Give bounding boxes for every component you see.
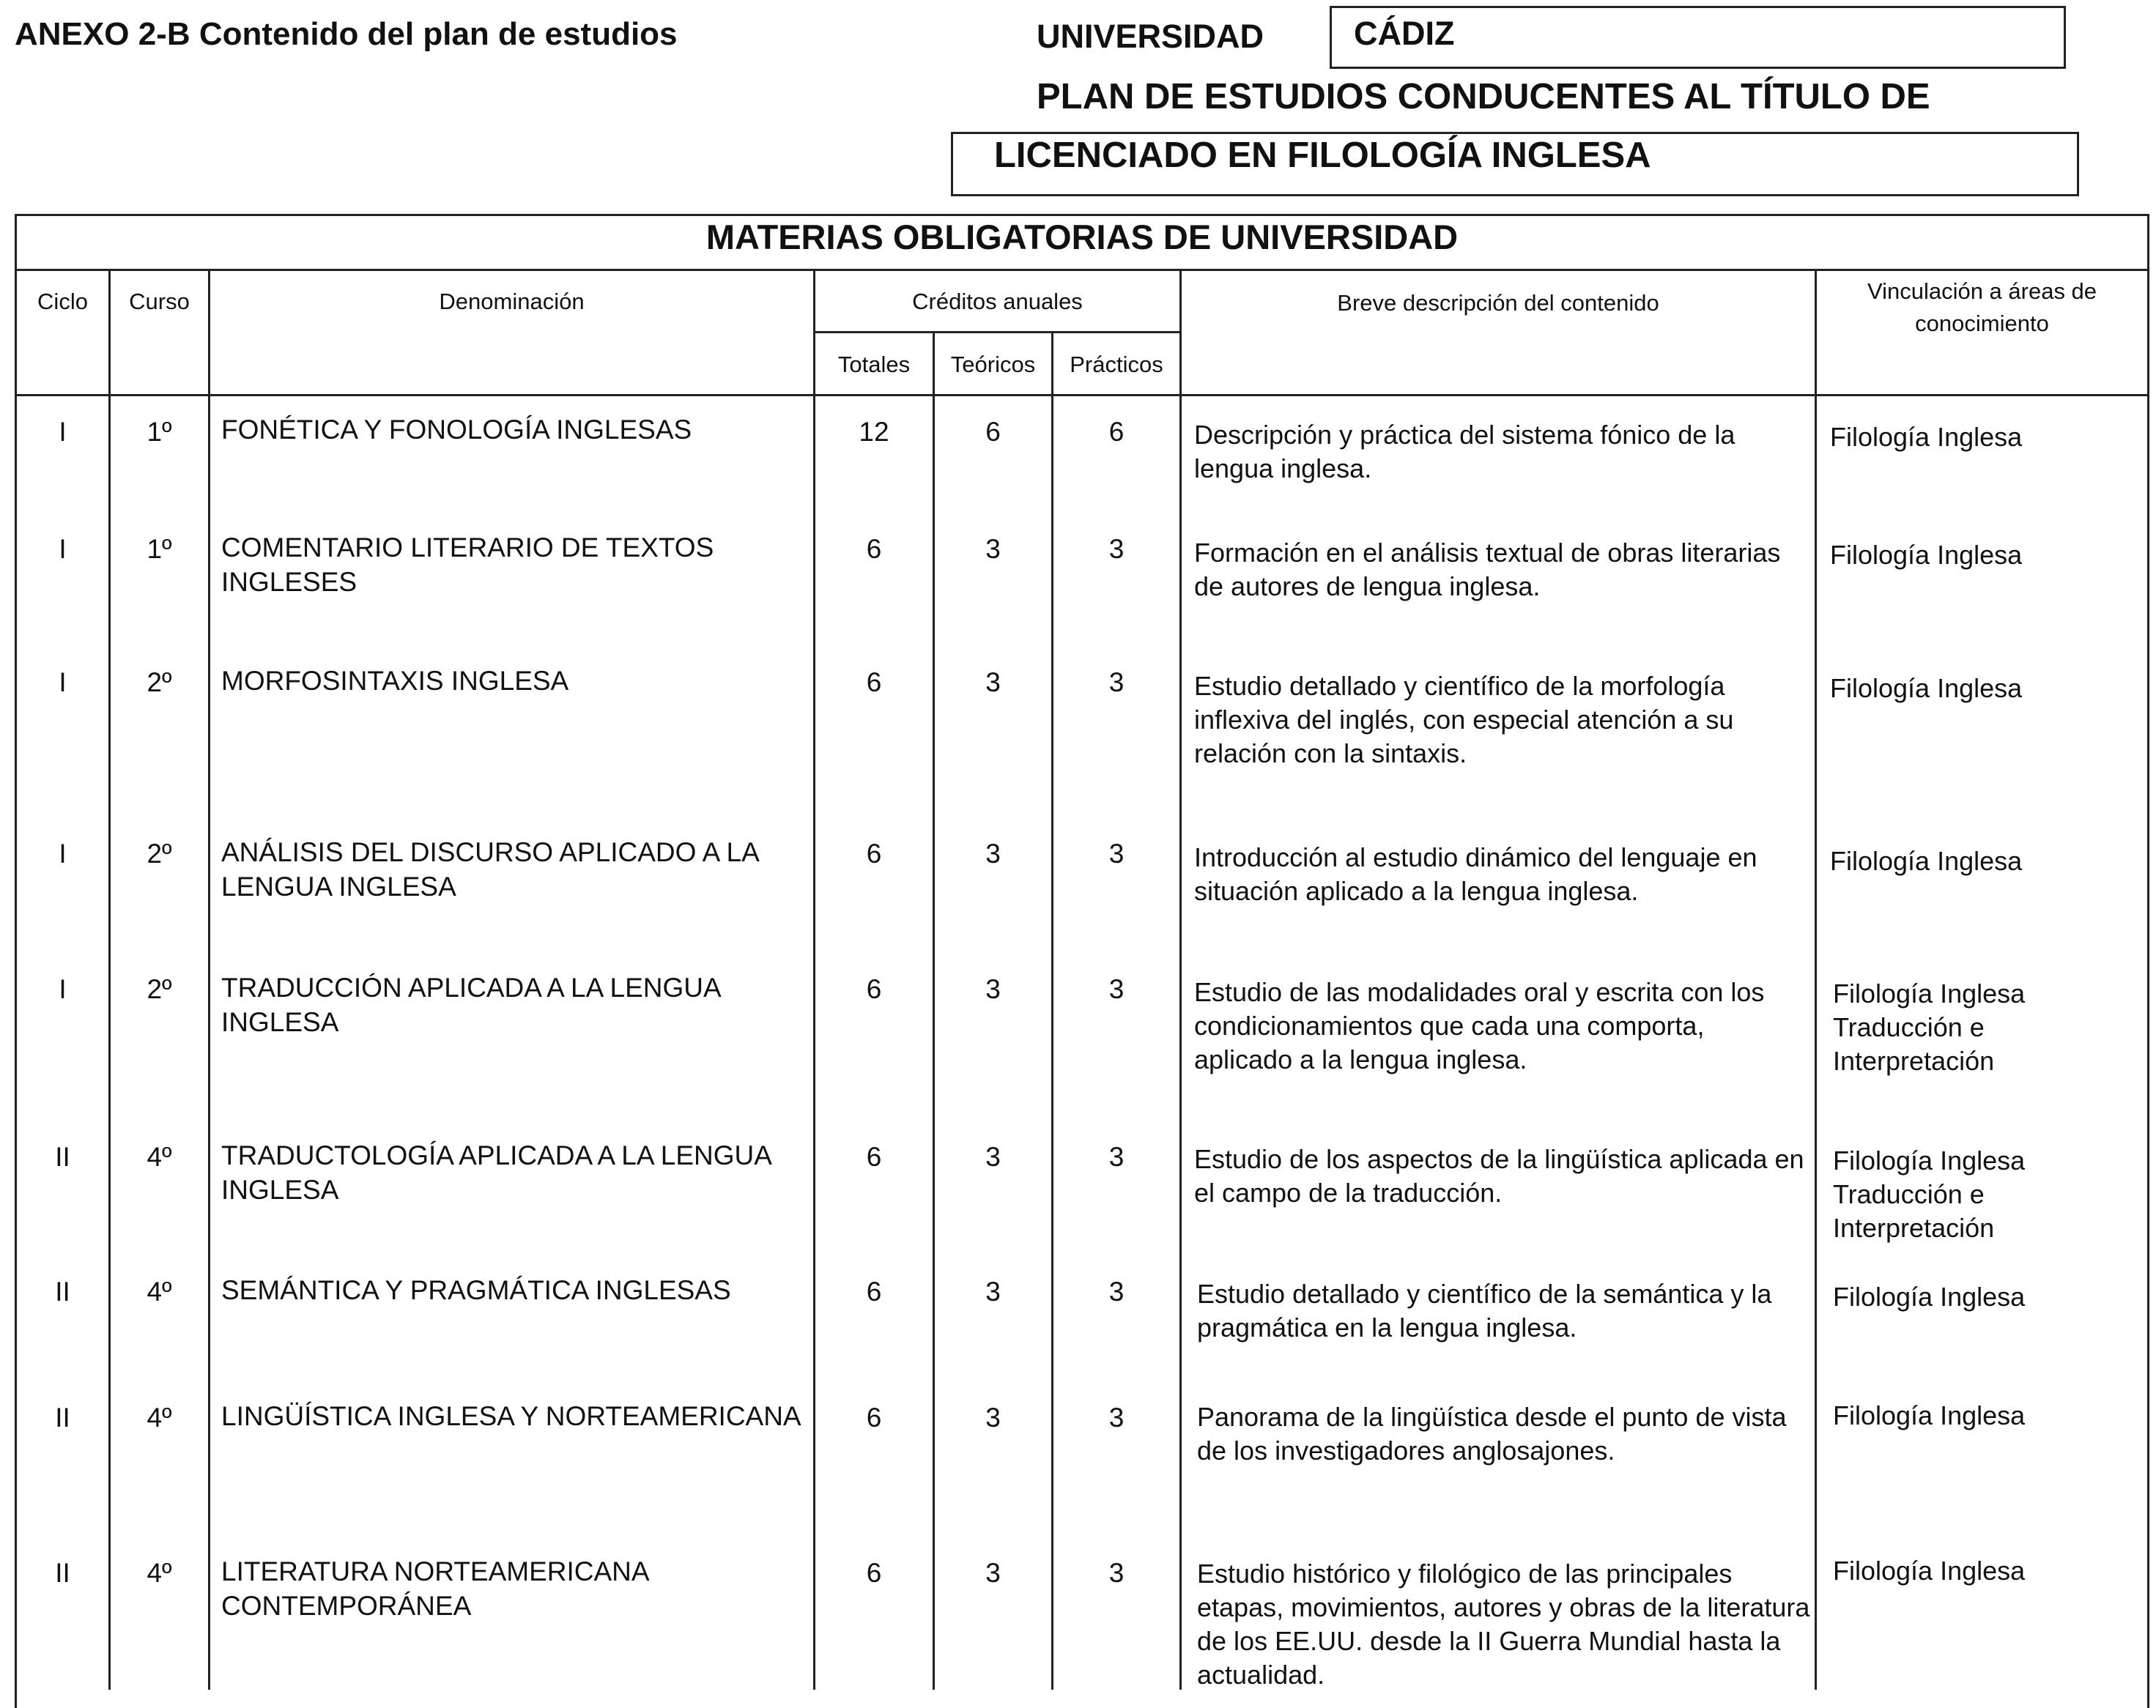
row-teoricos: 3 bbox=[985, 1558, 1001, 1588]
row-descripcion: Estudio de los aspectos de la lingüística aplicada en el campo de la traducción. bbox=[1194, 1144, 1804, 1208]
row-curso: 2º bbox=[147, 839, 172, 869]
row-ciclo: I bbox=[59, 534, 67, 564]
row-descripcion: Estudio histórico y filológico de las principales etapas, movimientos, autores y obras de la literatura de los EE.UU. desde la II Guerra Mundial hasta la actualidad. bbox=[1197, 1559, 1810, 1690]
col-header-ciclo: Ciclo bbox=[37, 289, 88, 314]
col-header-denominacion: Denominación bbox=[439, 289, 585, 314]
row-denominacion: ANÁLISIS DEL DISCURSO APLICADO A LA LENGUA INGLESA bbox=[221, 837, 758, 902]
row-denominacion: TRADUCTOLOGÍA APLICADA A LA LENGUA INGLESA bbox=[221, 1140, 771, 1205]
row-ciclo: II bbox=[55, 1277, 70, 1307]
row-area: Filología Inglesa bbox=[1830, 673, 2023, 703]
col-divider-creditos bbox=[1179, 269, 1182, 1690]
row-ciclo: I bbox=[59, 667, 67, 697]
row-teoricos: 6 bbox=[985, 417, 1001, 447]
row-practicos: 3 bbox=[1108, 1403, 1125, 1433]
row-curso: 2º bbox=[147, 667, 172, 697]
university-value: CÁDIZ bbox=[1354, 15, 1455, 52]
title-divider bbox=[15, 269, 2149, 271]
row-descripcion: Estudio detallado y científico de la semántica y la pragmática en la lengua inglesa. bbox=[1197, 1279, 1772, 1343]
row-curso: 4º bbox=[147, 1142, 172, 1172]
row-area: Filología Inglesa bbox=[1833, 979, 2026, 1009]
row-totales: 12 bbox=[859, 417, 889, 447]
row-denominacion: MORFOSINTAXIS INGLESA bbox=[221, 666, 569, 696]
university-label: UNIVERSIDAD bbox=[1037, 18, 1264, 55]
row-area: Filología Inglesa bbox=[1833, 1146, 2026, 1176]
plan-label: PLAN DE ESTUDIOS CONDUCENTES AL TÍTULO DE bbox=[1037, 77, 1930, 116]
row-descripcion: Estudio detallado y científico de la morfología inflexiva del inglés, con especial atención a su relación con la sintaxis. bbox=[1194, 671, 1734, 768]
row-practicos: 3 bbox=[1108, 1558, 1125, 1588]
row-area: Filología Inglesa bbox=[1833, 1282, 2026, 1312]
row-practicos: 3 bbox=[1108, 839, 1125, 869]
row-practicos: 3 bbox=[1108, 1142, 1125, 1172]
row-denominacion: TRADUCCIÓN APLICADA A LA LENGUA INGLESA bbox=[221, 973, 720, 1037]
row-practicos: 3 bbox=[1108, 534, 1125, 564]
row-practicos: 3 bbox=[1108, 974, 1125, 1004]
row-totales: 6 bbox=[866, 534, 882, 564]
row-descripcion: Panorama de la lingüística desde el punto de vista de los investigadores anglosajones. bbox=[1197, 1402, 1787, 1466]
row-ciclo: II bbox=[55, 1403, 70, 1433]
row-totales: 6 bbox=[866, 667, 882, 697]
row-teoricos: 3 bbox=[985, 1277, 1001, 1307]
row-totales: 6 bbox=[866, 1403, 882, 1433]
row-denominacion: FONÉTICA Y FONOLOGÍA INGLESAS bbox=[221, 415, 692, 445]
degree-value: LICENCIADO EN FILOLOGÍA INGLESA bbox=[994, 135, 1651, 175]
row-descripcion: Formación en el análisis textual de obras literarias de autores de lengua inglesa. bbox=[1194, 538, 1781, 601]
col-header-vinculacion-line1: Vinculación a áreas de bbox=[1867, 278, 2097, 304]
row-practicos: 3 bbox=[1108, 667, 1125, 697]
row-ciclo: I bbox=[59, 417, 67, 447]
row-teoricos: 3 bbox=[985, 534, 1001, 564]
row-totales: 6 bbox=[866, 1142, 882, 1172]
annex-title: ANEXO 2-B Contenido del plan de estudios bbox=[15, 16, 678, 52]
row-totales: 6 bbox=[866, 974, 882, 1004]
row-descripcion: Descripción y práctica del sistema fónico de la lengua inglesa. bbox=[1194, 420, 1735, 483]
col-header-teoricos: Teóricos bbox=[950, 352, 1036, 377]
row-area: Filología Inglesa bbox=[1833, 1400, 2026, 1430]
row-area-secondary: Traducción e Interpretación bbox=[1833, 1179, 1995, 1243]
row-totales: 6 bbox=[866, 1558, 882, 1588]
row-teoricos: 3 bbox=[985, 1403, 1001, 1433]
row-teoricos: 3 bbox=[985, 1142, 1001, 1172]
col-header-practicos: Prácticos bbox=[1070, 352, 1163, 377]
row-denominacion: SEMÁNTICA Y PRAGMÁTICA INGLESAS bbox=[221, 1275, 731, 1305]
row-curso: 4º bbox=[147, 1403, 172, 1433]
row-curso: 4º bbox=[147, 1277, 172, 1307]
header-divider bbox=[15, 394, 2149, 396]
row-denominacion: COMENTARIO LITERARIO DE TEXTOS INGLESES bbox=[221, 532, 714, 597]
row-denominacion: LINGÜÍSTICA INGLESA Y NORTEAMERICANA bbox=[221, 1401, 801, 1431]
col-header-vinculacion-line2: conocimiento bbox=[1915, 311, 2049, 336]
row-curso: 2º bbox=[147, 974, 172, 1004]
row-area-secondary: Traducción e Interpretación bbox=[1833, 1012, 1995, 1076]
row-area: Filología Inglesa bbox=[1830, 540, 2023, 570]
row-descripcion: Introducción al estudio dinámico del lenguaje en situación aplicado a la lengua inglesa. bbox=[1194, 842, 1757, 906]
col-divider-curso bbox=[208, 269, 210, 1690]
col-header-descripcion: Breve descripción del contenido bbox=[1337, 290, 1659, 316]
row-teoricos: 3 bbox=[985, 667, 1001, 697]
row-area: Filología Inglesa bbox=[1833, 1556, 2026, 1586]
row-curso: 1º bbox=[147, 534, 172, 564]
credits-divider bbox=[813, 331, 1179, 333]
col-header-curso: Curso bbox=[129, 289, 190, 314]
row-curso: 1º bbox=[147, 417, 172, 447]
row-ciclo: I bbox=[59, 974, 67, 1004]
col-divider-descripcion bbox=[1815, 269, 1817, 1690]
row-descripcion: Estudio de las modalidades oral y escrita con los condicionamientos que cada una comporta, aplicado a la lengua inglesa. bbox=[1194, 977, 1765, 1074]
row-ciclo: I bbox=[59, 839, 67, 869]
row-teoricos: 3 bbox=[985, 974, 1001, 1004]
row-totales: 6 bbox=[866, 839, 882, 869]
row-practicos: 6 bbox=[1108, 417, 1125, 447]
row-totales: 6 bbox=[866, 1277, 882, 1307]
row-curso: 4º bbox=[147, 1558, 172, 1588]
row-teoricos: 3 bbox=[985, 839, 1001, 869]
row-area: Filología Inglesa bbox=[1830, 422, 2023, 452]
row-denominacion: LITERATURA NORTEAMERICANA CONTEMPORÁNEA bbox=[221, 1556, 648, 1621]
row-area: Filología Inglesa bbox=[1830, 846, 2023, 876]
section-title: MATERIAS OBLIGATORIAS DE UNIVERSIDAD bbox=[705, 218, 1459, 256]
row-ciclo: II bbox=[55, 1558, 70, 1588]
col-header-creditos: Créditos anuales bbox=[912, 289, 1083, 314]
col-header-totales: Totales bbox=[837, 352, 911, 377]
row-ciclo: II bbox=[55, 1142, 70, 1172]
row-practicos: 3 bbox=[1108, 1277, 1125, 1307]
